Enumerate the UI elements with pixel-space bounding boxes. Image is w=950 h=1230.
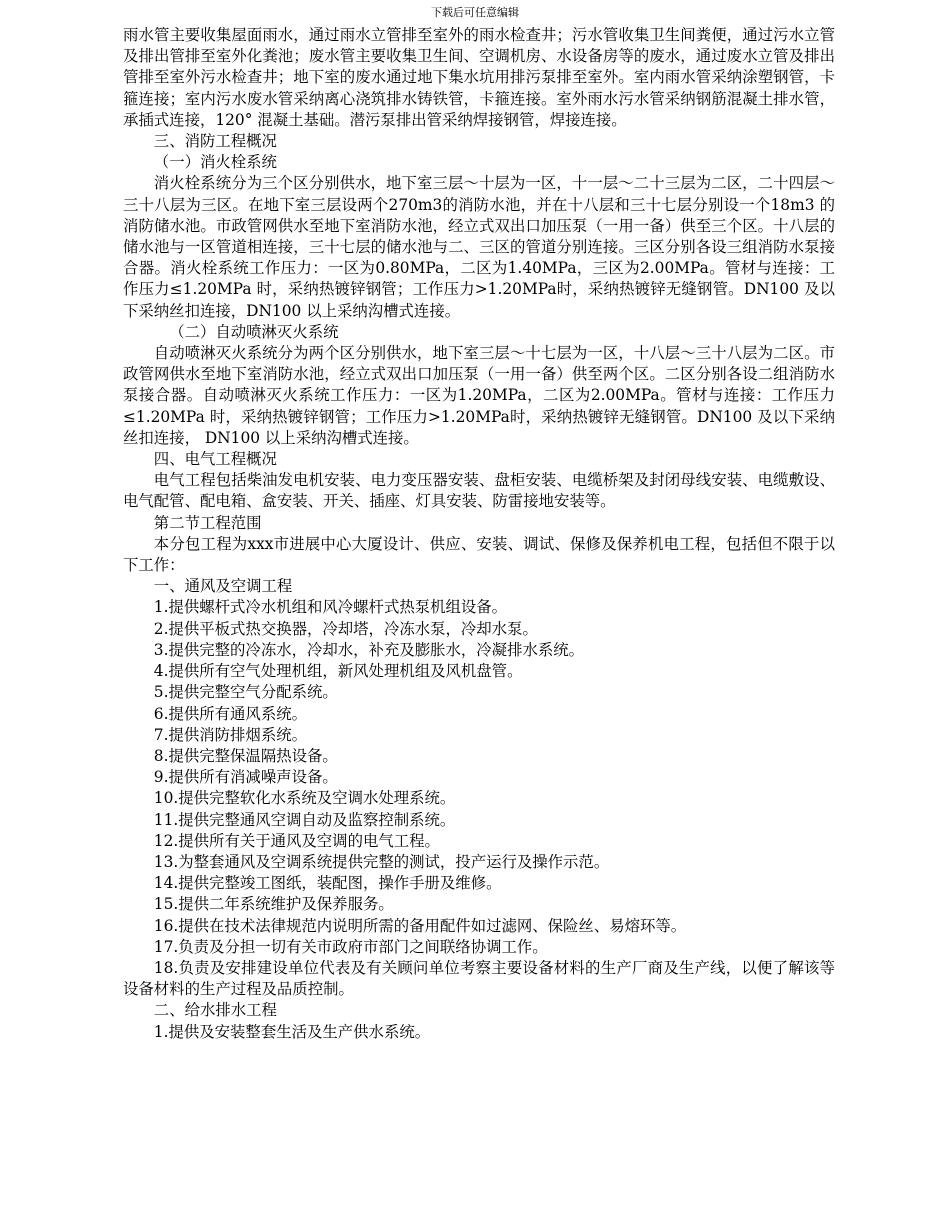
paragraph: 14.提供完整竣工图纸，装配图，操作手册及维修。: [153, 874, 502, 893]
document-body: [123, 25, 835, 1043]
paragraph: 13.为整套通风及空调系统提供完整的测试，投产运行及操作示范。: [153, 852, 610, 871]
paragraph: 11.提供完整通风空调自动及监察控制系统。: [153, 810, 456, 829]
paragraph: 10.提供完整软化水系统及空调水处理系统。: [153, 789, 456, 808]
paragraph: 9.提供所有消减噪声设备。: [153, 768, 338, 787]
paragraph: 本分包工程为xxx市进展中心大厦设计、供应、安装、调试、保修及保养机电工程，包括但不限于以下工作：: [123, 534, 835, 575]
paragraph: 15.提供二年系统维护及保养服务。: [153, 895, 394, 914]
paragraph: 4.提供所有空气处理机组，新风处理机组及风机盘管。: [153, 662, 523, 681]
paragraph: 1.提供及安装整套生活及生产供水系统。: [153, 1022, 431, 1041]
paragraph: 自动喷淋灭火系统分为两个区分别供水，地下室三层～十七层为一区，十八层～三十八层为二区。市政管网供水至地下室消防水池，经立式双出口加压泵（一用一备）供至两个区。二区分别各设二组消防水泵接合器。自动喷淋灭火系统工作压力：一区为1.20MPa，二区为2.00MPa。管材与连接：工作压力≤1.20MPa 时，采纳热镀锌钢管；工作压力>1.20MPa时，采纳热镀锌无缝钢管。DN100 及以下采纳丝扣连接， DN100 以上采纳沟槽式连接。: [123, 344, 835, 447]
paragraph: 8.提供完整保温隔热设备。: [153, 746, 338, 765]
paragraph: （一）消火栓系统: [153, 153, 277, 172]
paragraph: 7.提供消防排烟系统。: [153, 725, 307, 744]
paragraph: 5.提供完整空气分配系统。: [153, 683, 338, 702]
paragraph: 2.提供平板式热交换器，冷却塔，冷冻水泵，冷却水泵。: [153, 619, 538, 638]
page-header: 下载后可任意编辑: [431, 6, 519, 19]
paragraph: （二）自动喷淋灭火系统: [169, 322, 339, 341]
paragraph: 第二节工程范围: [153, 513, 262, 532]
paragraph: 四、电气工程概况: [153, 450, 277, 469]
paragraph: 三、消防工程概况: [153, 132, 277, 151]
paragraph: 1.提供螺杆式冷水机组和风冷螺杆式热泵机组设备。: [153, 598, 508, 617]
paragraph: 二、给水排水工程: [153, 1001, 277, 1020]
paragraph: 17.负责及分担一切有关市政府市部门之间联络协调工作。: [153, 937, 548, 956]
paragraph: 雨水管主要收集屋面雨水，通过雨水立管排至室外的雨水检查井；污水管收集卫生间粪便，通过污水立管及排出管排至室外化粪池；废水管主要收集卫生间、空调机房、水设备房等的废水，通过废水立管及排出管排至室外污水检查井；地下室的废水通过地下集水坑用排污泵排至室外。室内雨水管采纳涂塑钢管，卡箍连接；室内污水废水管采纳离心浇筑排水铸铁管，卡箍连接。室外雨水污水管采纳钢筋混凝土排水管，承插式连接，120° 混凝土基础。潜污泵排出管采纳焊接钢管，焊接连接。: [123, 26, 835, 129]
paragraph: 16.提供在技术法律规范内说明所需的备用配件如过滤网、保险丝、易熔环等。: [153, 916, 687, 935]
paragraph: 消火栓系统分为三个区分别供水，地下室三层～十层为一区，十一层～二十三层为二区，二十四层～三十八层为三区。在地下室三层设两个270m3的消防水池，并在十八层和三十七层分别设一个18m3 的消防储水池。市政管网供水至地下室消防水池，经立式双出口加压泵（一用一备）供至三个区。十八层的储水池与一区管道相连接，三十七层的储水池与二、三区的管道分别连接。三区分别各设三组消防水泵接合器。消火栓系统工作压力：一区为0.80MPa，二区为1.40MPa，三区为2.00MPa。管材与连接：工作压力≤1.20MPa 时，采纳热镀锌钢管；工作压力>1.20MPa时，采纳热镀锌无缝钢管。DN100 及以下采纳丝扣连接，DN100 以上采纳沟槽式连接。: [123, 174, 835, 320]
paragraph: 一、通风及空调工程: [153, 577, 293, 596]
paragraph: 3.提供完整的冷冻水，冷却水，补充及膨胀水，冷凝排水系统。: [153, 640, 585, 659]
paragraph: 6.提供所有通风系统。: [153, 704, 307, 723]
paragraph: 12.提供所有关于通风及空调的电气工程。: [153, 831, 440, 850]
paragraph: 18.负责及安排建设单位代表及有关顾问单位考察主要设备材料的生产厂商及生产线，以便了解该等设备材料的生产过程及品质控制。: [123, 958, 835, 999]
paragraph: 电气工程包括柴油发电机安装、电力变压器安装、盘柜安装、电缆桥架及封闭母线安装、电缆敷设、电气配管、配电箱、盒安装、开关、插座、灯具安装、防雷接地安装等。: [123, 471, 835, 511]
